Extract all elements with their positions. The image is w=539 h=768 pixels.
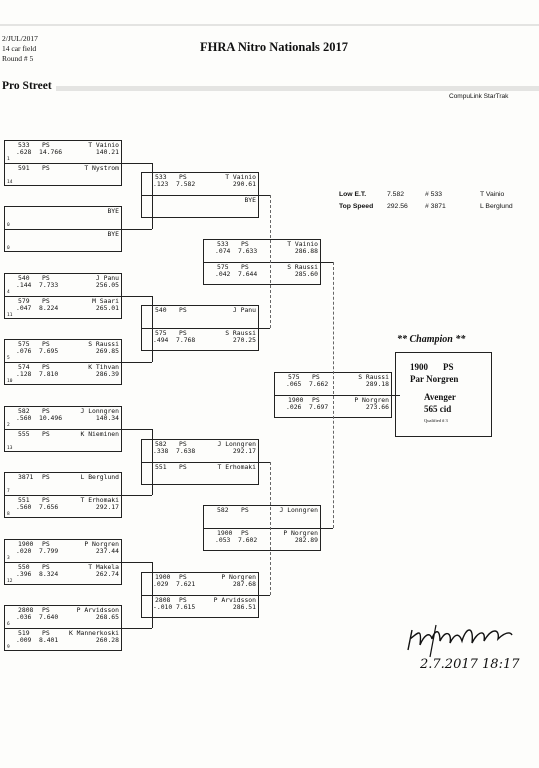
car-class: PS	[312, 373, 320, 381]
driver-name: S Raussi	[287, 263, 318, 271]
car-class: PS	[179, 596, 187, 604]
seed-number: 1	[7, 157, 10, 162]
seed-number: 4	[7, 290, 10, 295]
car-class: PS	[42, 407, 50, 415]
car-class: PS	[42, 606, 50, 614]
speed-mph: 286.39	[95, 370, 119, 378]
elapsed-time: 7.656	[39, 503, 59, 511]
speed-mph: 292.17	[232, 447, 256, 455]
car-class: PS	[241, 263, 249, 271]
match-divider	[5, 229, 121, 230]
signature-date: 2.7.2017 18:17	[420, 657, 520, 672]
car-class: PS	[179, 329, 187, 337]
speed-mph: 292.17	[95, 503, 119, 511]
match-box	[4, 406, 122, 452]
car-number: 550	[18, 563, 30, 571]
car-number: 575	[155, 329, 167, 337]
seed-number: 12	[7, 579, 13, 584]
driver-name: S Raussi	[88, 340, 119, 348]
car-class: PS	[312, 396, 320, 404]
reaction-time: .065	[286, 380, 302, 388]
reaction-time: .560	[16, 414, 32, 422]
driver-name: K Nieminen	[80, 430, 119, 438]
event-date: 2/JUL/2017	[2, 34, 38, 43]
car-number: 555	[18, 430, 30, 438]
driver-name: J Panu	[95, 274, 119, 282]
car-class: PS	[42, 297, 50, 305]
bracket-line	[152, 562, 153, 595]
champion-name: Par Norgren	[410, 374, 459, 384]
reaction-time: .494	[153, 336, 169, 344]
bracket-line	[259, 328, 270, 329]
driver-name: P Norgren	[283, 529, 318, 537]
top-speed-label: Top Speed	[339, 203, 374, 210]
class-title: Pro Street	[2, 80, 52, 92]
driver-name: S Raussi	[225, 329, 256, 337]
speed-mph: 289.18	[365, 380, 389, 388]
car-number: 591	[18, 164, 30, 172]
reaction-time: .020	[16, 547, 32, 555]
event-title: FHRA Nitro Nationals 2017	[200, 40, 349, 54]
bracket-line	[122, 495, 152, 496]
match-box	[4, 206, 122, 252]
reaction-time: .074	[215, 247, 231, 255]
bracket-line	[152, 429, 153, 462]
bracket-line	[321, 262, 333, 263]
elapsed-time: 7.810	[39, 370, 59, 378]
elapsed-time: 8.224	[39, 304, 59, 312]
reaction-time: .144	[16, 281, 32, 289]
elapsed-time: 8.324	[39, 570, 59, 578]
speed-mph: 287.68	[232, 580, 256, 588]
car-number: 582	[155, 440, 167, 448]
car-class: PS	[42, 430, 50, 438]
champion-qualified: Qualified # 3	[424, 418, 448, 423]
speed-mph: 285.60	[294, 270, 318, 278]
reaction-time: .123	[153, 180, 169, 188]
elapsed-time: 7.602	[238, 536, 258, 544]
car-class: PS	[179, 573, 187, 581]
elapsed-time: 7.615	[176, 603, 196, 611]
match-box	[4, 339, 122, 385]
speed-mph: 270.25	[232, 336, 256, 344]
reaction-time: .628	[16, 148, 32, 156]
driver-name: P Norgren	[221, 573, 256, 581]
bracket-line	[259, 195, 270, 196]
bracket-line	[152, 462, 153, 495]
driver-name: J Panu	[232, 306, 256, 314]
bracket-line	[259, 595, 270, 596]
reaction-time: .026	[286, 403, 302, 411]
car-class: PS	[42, 340, 50, 348]
driver-name: M Saari	[92, 297, 119, 305]
elapsed-time: 7.640	[39, 613, 59, 621]
bracket-line	[122, 362, 152, 363]
car-number: 533	[155, 173, 167, 181]
reaction-time: .042	[215, 270, 231, 278]
speed-mph: 273.66	[365, 403, 389, 411]
speed-mph: 262.74	[95, 570, 119, 578]
car-number: 1900	[217, 529, 233, 537]
top-dotted-rule	[0, 24, 539, 26]
bracket-line	[122, 429, 152, 430]
reaction-time: .560	[16, 503, 32, 511]
car-number: 575	[18, 340, 30, 348]
elapsed-time: 7.799	[39, 547, 59, 555]
low-et-car-number: # 533	[425, 191, 443, 198]
elapsed-time: 7.697	[309, 403, 329, 411]
match-box	[4, 472, 122, 518]
champion-class: PS	[443, 362, 454, 372]
car-number: 519	[18, 629, 30, 637]
top-speed-value: 292.56	[387, 203, 408, 210]
car-class: PS	[42, 629, 50, 637]
car-number: 533	[217, 240, 229, 248]
bracket-line	[152, 296, 153, 328]
driver-name: L Berglund	[80, 473, 119, 481]
low-et-value: 7.582	[387, 191, 405, 198]
car-class: PS	[241, 506, 249, 514]
car-number: 2808	[155, 596, 171, 604]
car-class: PS	[179, 173, 187, 181]
reaction-time: .396	[16, 570, 32, 578]
car-number: 579	[18, 297, 30, 305]
seed-number: 6	[7, 622, 10, 627]
driver-name: J Lonngren	[217, 440, 256, 448]
car-class: PS	[42, 164, 50, 172]
driver-name: T Erhomaki	[80, 496, 119, 504]
car-number: 574	[18, 363, 30, 371]
bracket-guide-line	[333, 262, 334, 528]
match-box	[203, 239, 321, 285]
elapsed-time: 7.733	[39, 281, 59, 289]
match-box	[4, 140, 122, 186]
driver-name: T Vainio	[88, 141, 119, 149]
driver-name: BYE	[244, 196, 256, 204]
match-box	[141, 572, 259, 618]
seed-number: 10	[7, 379, 13, 384]
elapsed-time: 7.644	[238, 270, 258, 278]
bracket-line	[122, 229, 152, 230]
champion-number: 1900	[410, 362, 428, 372]
car-class: PS	[42, 274, 50, 282]
driver-name: J Lonngren	[80, 407, 119, 415]
bracket-line	[122, 628, 152, 629]
seed-number: 13	[7, 446, 13, 451]
bracket-line	[152, 595, 153, 628]
seed-number: 0	[7, 246, 10, 251]
reaction-time: -.010	[153, 603, 173, 611]
speed-mph: 260.28	[95, 636, 119, 644]
elapsed-time: 7.633	[238, 247, 258, 255]
champion-box	[395, 352, 492, 437]
speed-mph: 237.44	[95, 547, 119, 555]
car-class: PS	[179, 463, 187, 471]
car-number: 551	[18, 496, 30, 504]
match-box	[4, 273, 122, 319]
car-class: PS	[179, 440, 187, 448]
seed-number: 3	[7, 556, 10, 561]
low-et-driver: T Vainio	[480, 191, 505, 198]
speed-mph: 286.88	[294, 247, 318, 255]
car-number: 582	[217, 506, 229, 514]
driver-name: BYE	[107, 230, 119, 238]
reaction-time: .047	[16, 304, 32, 312]
driver-name: P Arvidsson	[76, 606, 119, 614]
seed-number: 0	[7, 223, 10, 228]
elapsed-time: 7.662	[309, 380, 329, 388]
seed-number: 5	[7, 356, 10, 361]
car-number: 575	[217, 263, 229, 271]
reaction-time: .128	[16, 370, 32, 378]
driver-name: K Tihvan	[88, 363, 119, 371]
bracket-line	[321, 528, 333, 529]
car-number: 540	[18, 274, 30, 282]
round-number: Round # 5	[2, 54, 34, 63]
seed-number: 2	[7, 423, 10, 428]
bracket-line	[152, 195, 153, 229]
speed-mph: 140.21	[95, 148, 119, 156]
driver-name: K Mannerkoski	[68, 629, 119, 637]
car-number: 1900	[155, 573, 171, 581]
elapsed-time: 7.582	[176, 180, 196, 188]
driver-name: T Nystrom	[84, 164, 119, 172]
driver-name: T Erhomaki	[217, 463, 256, 471]
car-class: PS	[241, 240, 249, 248]
driver-name: T Makela	[88, 563, 119, 571]
bracket-line	[122, 163, 152, 164]
speed-mph: 265.01	[95, 304, 119, 312]
bracket-line	[152, 163, 153, 195]
elapsed-time: 14.766	[39, 148, 63, 156]
car-number: 582	[18, 407, 30, 415]
seed-number: 9	[7, 645, 10, 650]
car-class: PS	[42, 473, 50, 481]
reaction-time: .338	[153, 447, 169, 455]
champion-heading: ** Champion **	[397, 334, 466, 345]
driver-name: S Raussi	[358, 373, 389, 381]
bracket-line	[152, 328, 153, 362]
reaction-time: .009	[16, 636, 32, 644]
speed-mph: 256.05	[95, 281, 119, 289]
driver-name: J Lonngren	[279, 506, 318, 514]
speed-mph: 290.61	[232, 180, 256, 188]
car-class: PS	[241, 529, 249, 537]
car-class: PS	[42, 563, 50, 571]
bracket-line	[259, 462, 270, 463]
match-box	[4, 605, 122, 651]
car-number: 540	[155, 306, 167, 314]
top-speed-driver: L Berglund	[480, 203, 513, 210]
elapsed-time: 7.695	[39, 347, 59, 355]
car-class: PS	[42, 540, 50, 548]
match-box	[4, 539, 122, 585]
car-number: 533	[18, 141, 30, 149]
match-divider	[142, 195, 258, 196]
driver-name: P Norgren	[354, 396, 389, 404]
class-dotted-rule	[56, 86, 539, 91]
speed-mph: 286.51	[232, 603, 256, 611]
bracket-guide-line	[270, 462, 271, 595]
car-number: 1900	[18, 540, 34, 548]
elapsed-time: 7.768	[176, 336, 196, 344]
speed-mph: 140.34	[95, 414, 119, 422]
speed-mph: 282.89	[294, 536, 318, 544]
champion-car: Avenger	[424, 392, 456, 402]
bracket-line	[122, 562, 152, 563]
car-class: PS	[42, 496, 50, 504]
seed-number: 11	[7, 313, 13, 318]
reaction-time: .029	[153, 580, 169, 588]
car-number: 2808	[18, 606, 34, 614]
seed-number: 7	[7, 489, 10, 494]
reaction-time: .036	[16, 613, 32, 621]
car-number: 3871	[18, 473, 34, 481]
field-size: 14 car field	[2, 44, 37, 53]
elapsed-time: 7.621	[176, 580, 196, 588]
champion-engine: 565 cid	[424, 404, 452, 414]
top-speed-car-number: # 3871	[425, 203, 446, 210]
driver-name: T Vainio	[225, 173, 256, 181]
software-name: CompuLink StarTrak	[449, 93, 509, 100]
match-box	[141, 439, 259, 485]
seed-number: 14	[7, 180, 13, 185]
seed-number: 8	[7, 512, 10, 517]
car-number: 551	[155, 463, 167, 471]
elapsed-time: 8.401	[39, 636, 59, 644]
match-box	[203, 505, 321, 551]
bracket-guide-line	[270, 195, 271, 328]
reaction-time: .053	[215, 536, 231, 544]
driver-name: P Arvidsson	[213, 596, 256, 604]
reaction-time: .076	[16, 347, 32, 355]
bracket-line	[122, 296, 152, 297]
match-box	[141, 305, 259, 351]
match-box	[141, 172, 259, 218]
elapsed-time: 10.496	[39, 414, 63, 422]
speed-mph: 269.85	[95, 347, 119, 355]
driver-name: BYE	[107, 207, 119, 215]
car-class: PS	[179, 306, 187, 314]
car-number: 1900	[288, 396, 304, 404]
driver-name: P Norgren	[84, 540, 119, 548]
low-et-label: Low E.T.	[339, 191, 367, 198]
driver-name: T Vainio	[287, 240, 318, 248]
speed-mph: 268.65	[95, 613, 119, 621]
car-class: PS	[42, 141, 50, 149]
handwritten-signature	[400, 605, 530, 680]
car-number: 575	[288, 373, 300, 381]
car-class: PS	[42, 363, 50, 371]
elapsed-time: 7.638	[176, 447, 196, 455]
